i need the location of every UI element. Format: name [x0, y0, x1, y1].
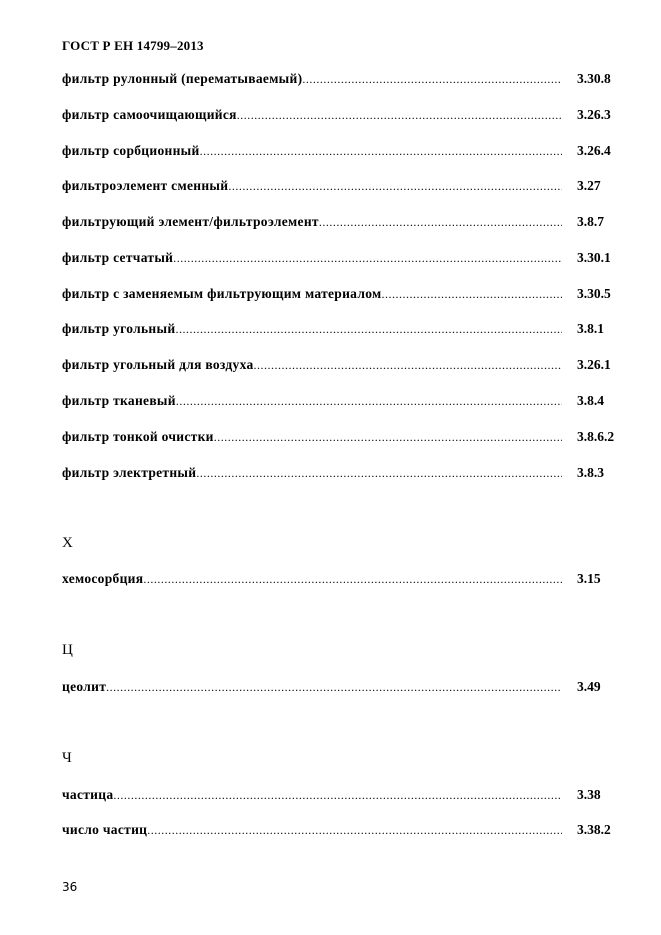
dot-leader [214, 430, 562, 445]
index-entry [62, 679, 562, 697]
index-entry [62, 357, 562, 375]
dot-leader [176, 394, 562, 409]
index-entry [62, 393, 562, 411]
index-term: фильтр угольный для воздуха [62, 357, 254, 372]
section-letter: Ц [62, 642, 73, 658]
index-term: фильтр электретный [62, 465, 197, 480]
index-term: хемосорбция [62, 571, 144, 586]
index-entry [62, 71, 562, 89]
index-term: фильтр рулонный (перематываемый) [62, 71, 303, 86]
dot-leader [175, 322, 562, 337]
index-reference: 3.8.3 [577, 465, 604, 480]
index-term: фильтр тонкой очистки [62, 429, 214, 444]
index-reference: 3.49 [577, 679, 601, 694]
index-term: фильтр сетчатый [62, 250, 174, 265]
dot-leader [106, 680, 562, 695]
index-reference: 3.30.5 [577, 286, 611, 301]
index-reference: 3.8.4 [577, 393, 604, 408]
index-term: фильтр самоочищающийся [62, 107, 237, 122]
index-entry [62, 787, 562, 805]
index-entry [62, 571, 562, 589]
page-number: 36 [62, 880, 78, 894]
dot-leader [200, 144, 562, 159]
index-reference: 3.30.8 [577, 71, 611, 86]
index-entry [62, 250, 562, 268]
dot-leader [319, 215, 562, 230]
index-term: фильтр сорбционный [62, 143, 200, 158]
index-reference: 3.8.1 [577, 321, 604, 336]
dot-leader [228, 179, 562, 194]
dot-leader [143, 572, 562, 587]
index-term: фильтр с заменяемым фильтрующим материалом [62, 286, 382, 301]
index-entry [62, 822, 562, 840]
index-reference: 3.26.4 [577, 143, 611, 158]
index-entry [62, 214, 562, 232]
index-entry [62, 321, 562, 339]
index-reference: 3.26.1 [577, 357, 611, 372]
index-reference: 3.30.1 [577, 250, 611, 265]
dot-leader [302, 72, 562, 87]
index-term: частица [62, 787, 114, 802]
index-reference: 3.27 [577, 178, 601, 193]
index-term: фильтрующий элемент/фильтроэлемент [62, 214, 319, 229]
index-term: цеолит [62, 679, 107, 694]
dot-leader [254, 358, 562, 373]
dot-leader [196, 466, 562, 481]
dot-leader [237, 108, 562, 123]
dot-leader [382, 287, 562, 302]
index-entry [62, 465, 562, 483]
index-reference: 3.8.6.2 [577, 429, 615, 444]
index-term: фильтр тканевый [62, 393, 176, 408]
index-entry [62, 286, 562, 304]
index-entry [62, 429, 562, 447]
index-reference: 3.8.7 [577, 214, 604, 229]
section-letter: Ч [62, 750, 72, 766]
index-reference: 3.15 [577, 571, 601, 586]
dot-leader [173, 251, 562, 266]
page-header-standard-number: ГОСТ Р ЕН 14799–2013 [62, 38, 204, 53]
index-reference: 3.26.3 [577, 107, 611, 122]
index-entry [62, 107, 562, 125]
index-term: фильтроэлемент сменный [62, 178, 229, 193]
section-letter: Х [62, 535, 73, 551]
index-entry [62, 143, 562, 161]
dot-leader [147, 823, 562, 838]
dot-leader [113, 788, 562, 803]
index-term: число частиц [62, 822, 148, 837]
index-entry [62, 178, 562, 196]
index-term: фильтр угольный [62, 321, 176, 336]
index-reference: 3.38.2 [577, 822, 611, 837]
index-reference: 3.38 [577, 787, 601, 802]
